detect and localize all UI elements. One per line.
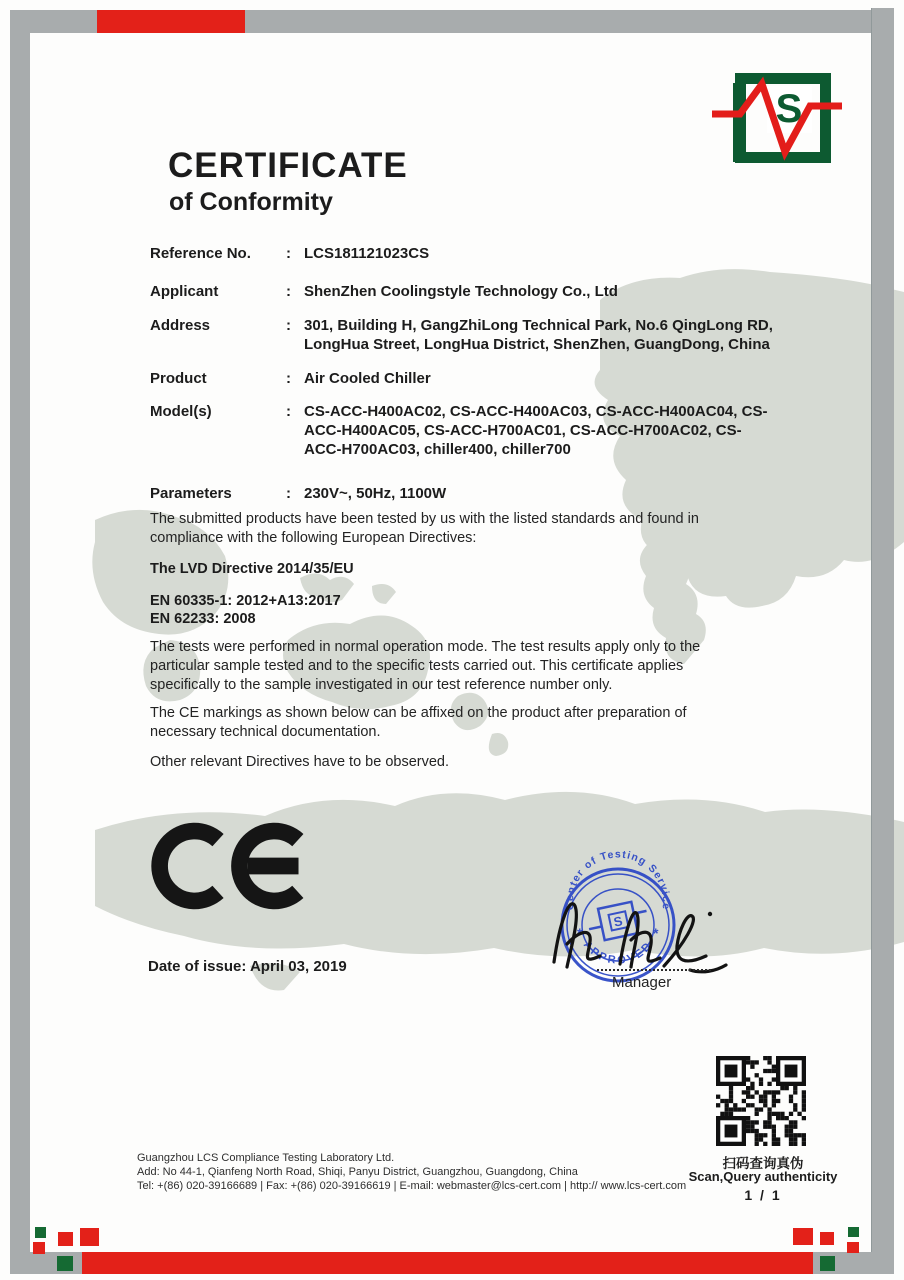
field-label: Model(s) <box>150 403 212 420</box>
frame-right <box>871 8 894 1274</box>
stamp-arc-text: Center of Testing Service <box>563 848 673 911</box>
footer-contacts: Tel: +(86) 020-39166689 | Fax: +(86) 020-39166619 | E-mail: webmaster@lcs-cert.com | http:// www.lcs-cert.com <box>137 1180 687 1192</box>
field-label: Reference No. <box>150 245 251 262</box>
field-row <box>150 484 778 503</box>
standard-line: EN 62233: 2008 <box>150 611 256 627</box>
qr-caption-en: Scan,Query authenticity <box>688 1169 838 1184</box>
corner-decoration-square <box>848 1227 859 1237</box>
qr-caption-zh: 扫码查询真伪 <box>722 1156 804 1171</box>
field-label: Applicant <box>150 283 219 300</box>
field-value: LCS181121023CS <box>304 245 430 262</box>
intro-paragraph: The submitted products have been tested by us with the listed standards and found in compliance with the following European Directives: <box>150 511 699 546</box>
field-value: 230V~, 50Hz, 1100W <box>304 485 447 502</box>
page-title: CERTIFICATE <box>168 146 408 185</box>
field-value: Air Cooled Chiller <box>304 370 431 387</box>
stamp-star-right: * <box>653 925 659 941</box>
footer <box>137 1151 697 1193</box>
corner-decoration-square <box>35 1227 46 1238</box>
field-label: Address <box>150 317 211 334</box>
ce-markings-paragraph: The CE markings as shown below can be affixed on the product after preparation of necessary technical documentation. <box>150 705 687 740</box>
frame-bottom-red-segment <box>82 1252 813 1274</box>
manager-label: Manager <box>612 974 672 991</box>
field-colon: : <box>286 403 291 420</box>
field-row <box>150 402 778 459</box>
page-subtitle: of Conformity <box>169 188 333 216</box>
field-row <box>150 282 778 301</box>
field-colon: : <box>286 370 291 387</box>
field-value: ShenZhen Coolingstyle Technology Co., Ltd <box>304 283 618 300</box>
tests-paragraph: The tests were performed in normal operation mode. The test results apply only to the particular sample tested and to the specific tests carried out. This certificate applies specifically to the sample investigated in our test reference number only. <box>150 639 701 693</box>
signature-line <box>597 969 711 971</box>
frame-left <box>10 10 30 1274</box>
field-label: Product <box>150 370 207 387</box>
field-colon: : <box>286 485 291 502</box>
field-row <box>150 244 778 263</box>
corner-decoration-square <box>58 1232 73 1246</box>
qr-code <box>716 1056 806 1146</box>
other-directives-paragraph: Other relevant Directives have to be observed. <box>150 754 450 770</box>
logo-s-letter: S <box>775 87 803 131</box>
field-row <box>150 369 778 388</box>
frame-top-red-segment <box>97 10 245 33</box>
stamp-approved-text: APPROVED <box>580 938 656 967</box>
corner-decoration-square <box>820 1256 835 1271</box>
corner-decoration-square <box>80 1228 99 1246</box>
field-label: Parameters <box>150 485 232 502</box>
standard-line: EN 60335-1: 2012+A13:2017 <box>150 593 341 609</box>
lcs-logo-icon <box>702 58 862 173</box>
stamp-star-left: * <box>577 925 583 941</box>
field-colon: : <box>286 245 291 262</box>
field-colon: : <box>286 317 291 334</box>
page-number: 1 / 1 <box>744 1187 782 1203</box>
footer-address: Add: No 44-1, Qianfeng North Road, Shiqi, Panyu District, Guangzhou, Guangdong, China <box>137 1166 578 1178</box>
stamp-inner-s: S <box>612 913 624 930</box>
field-colon: : <box>286 283 291 300</box>
corner-decoration-square <box>793 1228 813 1245</box>
field-value: CS-ACC-H400AC02, CS-ACC-H400AC03, CS-ACC-H400AC04, CS-ACC-H400AC05, CS-ACC-H700AC01, CS-ACC-H700AC02, CS-ACC-H700AC03, chiller400, chiller700 <box>304 403 768 458</box>
field-row <box>150 316 778 354</box>
ce-mark-icon <box>148 810 306 922</box>
corner-decoration-square <box>820 1232 834 1245</box>
field-value: 301, Building H, GangZhiLong Technical Park, No.6 QingLong RD, LongHua Street, LongHua District, ShenZhen, GuangDong, China <box>304 317 773 353</box>
footer-company: Guangzhou LCS Compliance Testing Laboratory Ltd. <box>137 1152 395 1164</box>
date-of-issue: Date of issue: April 03, 2019 <box>148 958 347 975</box>
corner-decoration-square <box>33 1242 45 1254</box>
corner-decoration-square <box>847 1242 859 1253</box>
corner-decoration-square <box>57 1256 73 1271</box>
directive-line: The LVD Directive 2014/35/EU <box>150 561 354 577</box>
